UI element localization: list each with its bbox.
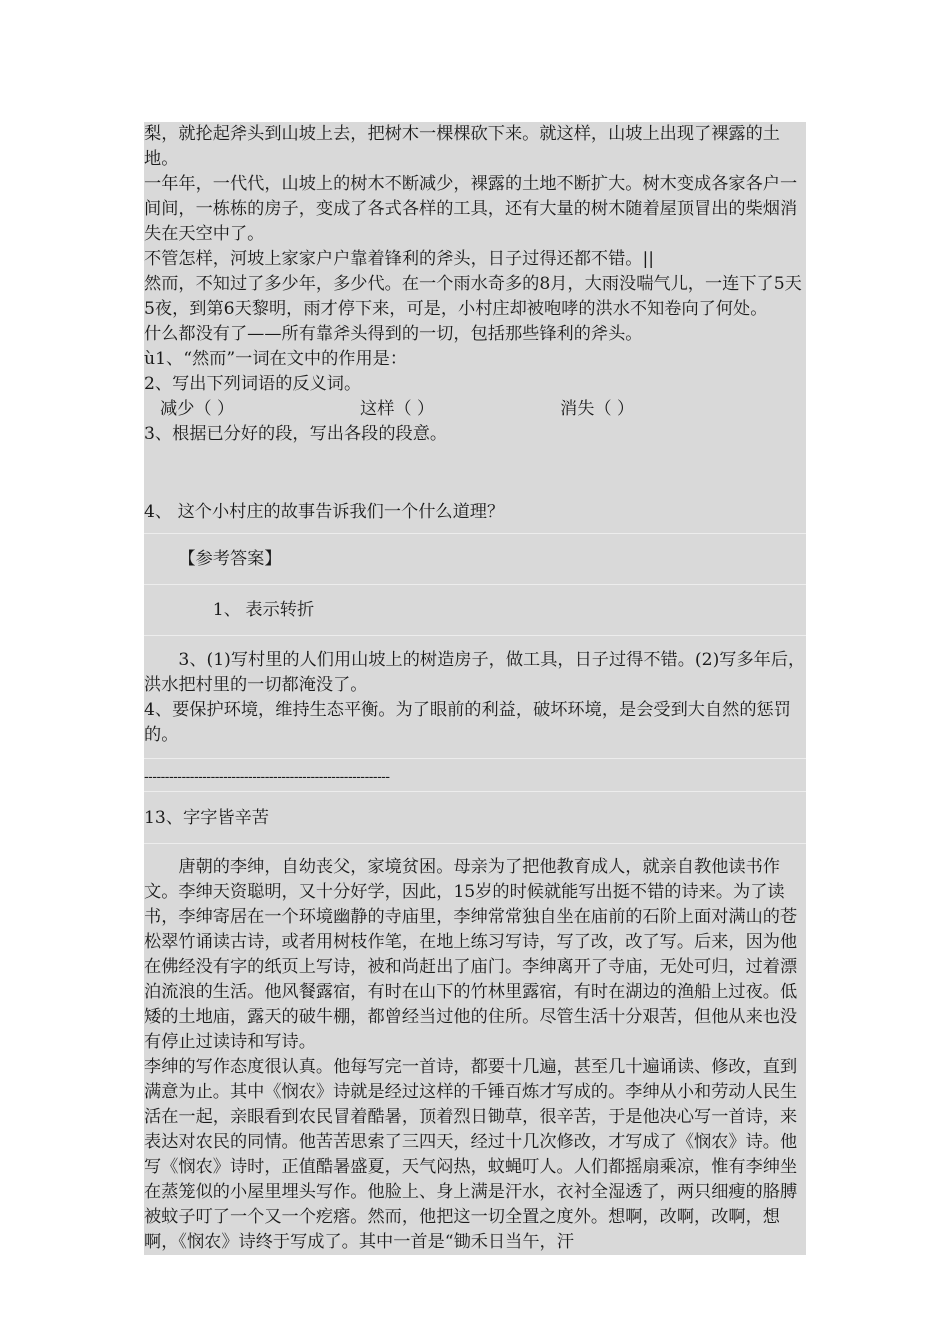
story1-paragraph-4: 然而，不知过了多少年，多少代。在一个雨水奇多的8月，大雨没喘气儿，一连下了5天5夜，到第6天黎明，雨才停下来，可是，小村庄却被咆哮的洪水不知卷向了何处。 [144,274,802,319]
divider [144,584,806,585]
document-body [144,122,806,1255]
story1-paragraph-2: 一年年，一代代，山坡上的树木不断减少，裸露的土地不断扩大。树木变成各家各户一间间，一栋栋的房子，变成了各式各样的工具，还有大量的树木随着屋顶冒出的柴烟消失在天空中了。 [144,174,798,244]
divider [144,533,806,534]
story2-title: 13、字字皆辛苦 [144,808,269,828]
story2-paragraph-1: 唐朝的李绅，自幼丧父，家境贫困。母亲为了把他教育成人，就亲自教他读书作文。李绅天资聪明，又十分好学，因此，15岁的时候就能写出挺不错的诗来。为了读书，李绅寄居在一个环境幽静的寺庙里，李绅常常独自坐在庙前的石阶上面对满山的苍松翠竹诵读古诗，或者用树枝作笔，在地上练习写诗，写了改，改了写。后来，因为他在佛经没有字的纸页上写诗，被和尚赶出了庙门。李绅离开了寺庙，无处可归，过着漂泊流浪的生活。他风餐露宿，有时在山下的竹林里露宿，有时在湖边的渔船上过夜。低矮的土地庙，露天的破牛棚，都曾经当过他的住所。尽管生活十分艰苦，但他从来也没有停止过读诗和写诗。 [144,857,798,1052]
story1-paragraph-1: 梨，就抡起斧头到山坡上去，把树木一棵棵砍下来。就这样，山坡上出现了裸露的土地。 [144,124,780,169]
answer-3: 3、(1)写村里的人们用山坡上的树造房子，做工具，日子过得不错。(2)写多年后，洪水把村里的一切都淹没了。 [144,650,806,695]
question-1: ù1、“然而”一词在文中的作用是： [144,349,408,369]
answer-space [144,447,806,500]
question-2: 2、写出下列词语的反义词。 [144,374,362,394]
answer-1-text: 表示转折 [245,600,315,620]
question-3: 3、根据已分好的段，写出各段的段意。 [144,424,448,444]
answers-header: 【参考答案】 [178,549,282,569]
spacer [144,748,806,758]
answer-1 [144,598,806,623]
divider [144,758,806,759]
divider [144,843,806,844]
story2-paragraph-2: 李绅的写作态度很认真。他每写完一首诗，都要十几遍，甚至几十遍诵读、修改，直到满意为止。其中《悯农》诗就是经过这样的千锤百炼才写成的。李绅从小和劳动人民生活在一起，亲眼看到农民冒着酷暑，顶着烈日锄草，很辛苦，于是他决心写一首诗，来表达对农民的同情。他苦苦思索了三四天，经过十几次修改，才写成了《悯农》诗。他写《悯农》诗时，正值酷暑盛夏，天气闷热，蚊蝇叮人。人们都摇扇乘凉，惟有李绅坐在蒸笼似的小屋里埋头写作。他脸上、身上满是汗水，衣衬全湿透了，两只细瘦的胳膊被蚊子叮了一个又一个疙瘩。然而，他把这一切全置之度外。想啊，改啊，改啊，想啊，《悯农》诗终于写成了。其中一首是“锄禾日当午，汗 [144,1057,798,1252]
story1-paragraph-3: 不管怎样，河坡上家家户户靠着锋利的斧头，日子过得还都不错。|| [144,249,655,269]
question-4: 4、 这个小村庄的故事告诉我们一个什么道理？ [144,502,505,522]
antonym-item-1: 减少（ ） [160,399,235,419]
story1-paragraph-5: 什么都没有了——所有靠斧头得到的一切，包括那些锋利的斧头。 [144,324,643,344]
answer-4: 4、要保护环境，维持生态平衡。为了眼前的利益，破坏环境，是会受到大自然的惩罚的。 [144,700,791,745]
divider [144,635,806,636]
antonym-item-3: 消失（ ） [560,399,635,419]
separator-line: ----------------------------------------------------------- [144,768,390,784]
antonym-word-row [144,397,806,422]
divider [144,791,806,792]
answer-1-number: 1、 [212,600,241,620]
antonym-item-2: 这样（ ） [360,399,435,419]
